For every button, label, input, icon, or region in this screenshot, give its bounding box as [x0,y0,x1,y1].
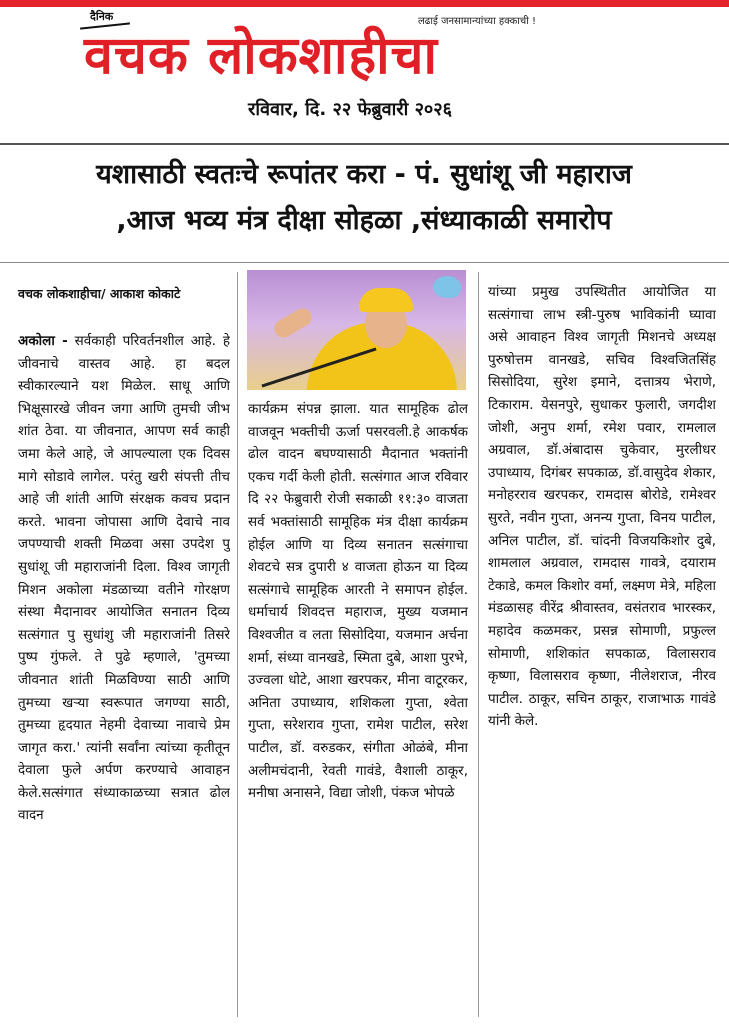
column-1-text: सर्वकाही परिवर्तनशील आहे. हे जीवनाचे वास्तव आहे. हा बदल स्वीकारल्याने यश मिळेल. साधू आणि भिक्षूसारखे जीवन जगा आणि तुमची जीभ शांत ठेवा. या जीवनात, आपण सर्व काही जमा केले आहे, जे आपल्याला एक दिवस मागे सोडावे लागेल. परंतु खरी संपत्ती तीच आहे जी शांती आणि संरक्षक कवच प्रदान करते. भावना जोपासा आणि देवाचे नाव जपण्याची शक्ती मिळवा असा उपदेश पु सुधांशू जी महाराजांनी दिला. विश्व जागृती मिशन अकोला मंडळाच्या वतीने गोरक्षण संस्था मैदानावर आयोजित सनातन दिव्य सत्संगात पु सुधांशु जी महाराजांनी तिसरे पुष्प गुंफले. ते पुढे म्हणाले, 'तुमच्या जीवनात शांती मिळविण्या साठी आणि तुमच्या खऱ्या स्वरूपात जगण्या साठी, तुमच्या हृदयात नेहमी देवाच्या नावाचे प्रेम जागृत करा.' त्यांनी सर्वांना त्यांच्या कृतीतून देवाला फुले अर्पण करण्याचे आवाहन केले.सत्संगात संध्याकाळच्या सत्रात ढोल वादन [18,333,230,824]
dateline: रविवार, दि. २२ फेब्रुवारी २०२६ [247,99,453,120]
newspaper-name: वचक लोकशाहीचा [84,26,439,86]
masthead-prefix: दैनिक [90,10,114,23]
column-divider [478,272,479,1017]
column-3-text: यांच्या प्रमुख उपस्थितीत आयोजित या सत्संगाचा लाभ स्त्री-पुरुष भाविकांनी घ्यावा असे आवाहन विश्व जागृती मिशनचे अध्यक्ष पुरुषोत्तम वानखडे, सचिव विश्वजितसिंह सिसोदिया, सुरेश इमाने, दत्तात्रय भेराणे, टिकाराम. येसनपुरे, सुधाकर फुलारी, जगदीश जोशी, अनुप शर्मा, रमेश पवार, रामलाल अग्रवाल, डॉ.अंबादास चुकेवार, मुरलीधर उपाध्याय, दिगंबर सपकाळ, डॉ.वासुदेव शेकार, मनोहरराव खरपकर, रामदास बोरोडे, रामेश्वर सुरते, नवीन गुप्ता, अनन्य गुप्ता, विनय पाटील, अनिल पाटील, डॉ. चांदनी विजयकिशोर दुबे, शामलाल अग्रवाल, रामदास गावत्रे, दयाराम टेकाडे, कमल किशोर वर्मा, लक्ष्मण मेत्रे, महिला मंडळासह वीरेंद्र श्रीवास्तव, वसंतराव भारस्कर, महादेव कळमकर, प्रसन्न सोमाणी, प्रफुल्ल सोमाणी, शशिकांत सपकाळ, विलासराव कृष्णा, विलासराव कृष्णा, नीलेशराज, नीरव पाटील. ठाकूर, सचिन ठाकूर, राजाभाऊ गावंडे यांनी केले. [488,284,716,730]
headline-line-2: ,आज भव्य मंत्र दीक्षा सोहळा ,संध्याकाळी समारोप [116,205,612,236]
top-border [0,0,729,7]
divider [0,143,729,145]
article-photo [247,270,466,390]
photo-decoration [433,276,461,298]
column-divider [237,272,238,1017]
photo-hand [271,305,315,341]
article-column-2 [248,398,468,1018]
headline [14,152,714,244]
column-2-text: कार्यक्रम संपन्न झाला. यात सामूहिक ढोल वाजवून भक्तीची ऊर्जा पसरवली.हे आकर्षक ढोल वादन बघण्यासाठी मैदानात भक्तांनी एकच गर्दी केली होती. सत्संगात आज रविवार दि २२ फेब्रुवारी रोजी सकाळी ११:३० वाजता सर्व भक्तांसाठी सामूहिक मंत्र दीक्षा कार्यक्रम होईल आणि या दिव्य सनातन सत्संगाचा शेवटचे सत्र दुपारी ४ वाजता होऊन या दिव्य सत्संगाचे सामूहिक आरती ने समापन होईल. धर्माचार्य शिवदत्त महाराज, मुख्य यजमान विश्वजीत व लता सिसोदिया, यजमान अर्चना शर्मा, संध्या वानखडे, स्मिता दुबे, आशा पुरभे, उज्वला धोटे, आशा खरपकर, मीना वाटूरकर, अनिता उपाध्याय, शशिकला गुप्ता, श्वेता गुप्ता, सरेशराव गुप्ता, रामेश पाटील, सरेश पाटील, डॉ. वरुडकर, संगीता ओळंबे, मीना अलीमचंदानी, रेवती गावंडे, वैशाली ठाकूर, मनीषा अनासने, विद्या जोशी, पंकज भोपळे [248,401,468,802]
masthead [0,7,729,135]
dateline-place: अकोला - [18,333,68,349]
headline-line-1: यशासाठी स्वतःचे रूपांतर करा - पं. सुधांशू जी महाराज [96,159,632,190]
photo-turban [359,288,413,312]
divider [0,262,729,263]
byline: वचक लोकशाहीचा/ आकाश कोकाटे [18,286,181,301]
article-column-3 [488,281,716,1021]
masthead-tagline: लढाई जनसामान्यांच्या हक्काची ! [418,16,537,27]
article-column-1 [18,330,230,1020]
